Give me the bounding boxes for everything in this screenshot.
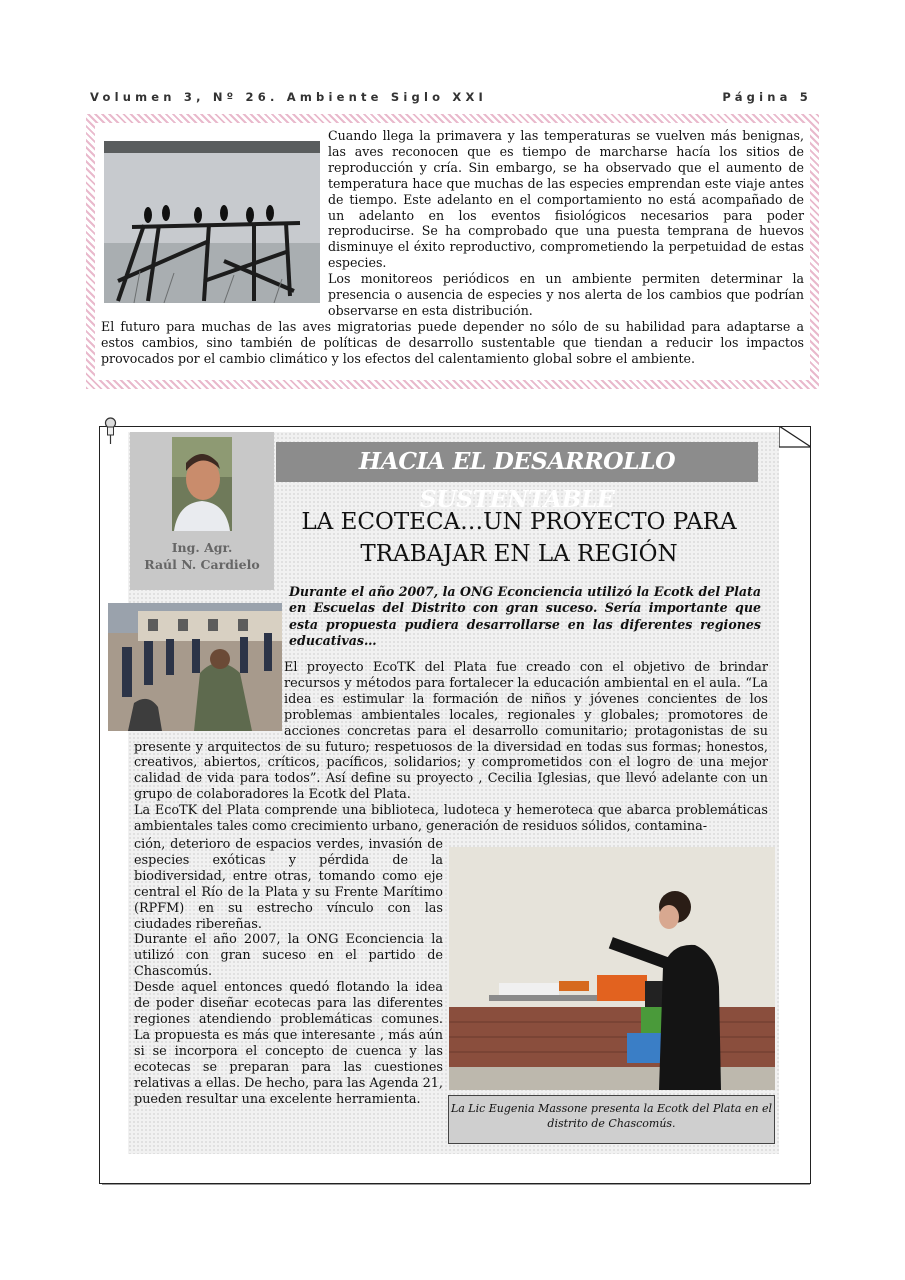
birds-article-content <box>95 123 810 380</box>
cormorants-photo <box>104 141 320 303</box>
birds-article-box <box>86 114 819 389</box>
article-lead: Durante el año 2007, la ONG Econciencia utilizó la Ecotk del Plata en Escuelas del Distrito con gran suceso. Sería importante que esta propuesta pudiera desarrollarse en las diferentes regiones educativas… <box>289 584 761 648</box>
photo-wrap-spacer <box>134 660 284 730</box>
page-header <box>90 90 812 106</box>
pushpin-icon <box>103 417 118 445</box>
page-fold-icon <box>779 426 811 448</box>
ecoteca-paragraph-1: El proyecto EcoTK del Plata fue creado con el objetivo de brindar recursos y métodos para fortalecer la educación ambiental en el aula. “La idea es estimular la formación de niños y jóvenes concientes de los problemas ambientales locales, regionales y globales; promotores de acciones concretas para el desarrollo comunitario; protagonistas de su presente y arquitectos de su futuro; respetuosos de la diversidad en todas sus formas; honestos, creativos, abiertos, críticos, pacíficos, solidarios; y comprometidos con el logro de una mejor calidad de vida para todos”. Así define su proyecto , Cecilia Iglesias, que llevó adelante con un grupo de colaboradores la Ecotk del Plata. <box>134 660 768 803</box>
ecoteca-paragraph-2: La EcoTK del Plata comprende una biblioteca, ludoteca y hemeroteca que abarca problemáticas ambientales tales como crecimiento urbano, generación de residuos sólidos, contamina- <box>134 803 768 835</box>
photo-caption: La Lic Eugenia Massone presenta la Ecotk del Plata en el distrito de Chascomús. <box>448 1095 775 1144</box>
article-body-top <box>134 660 768 835</box>
ecoteca-paragraph-3: ción, deterioro de espacios verdes, invasión de especies exóticas y pérdida de la biodiversidad, entre otras, tomando como eje central el Río de la Plata y su Frente Marítimo (RPFM) en su estrecho vínculo con las ciudades ribereñas. <box>134 837 443 932</box>
presentation-photo <box>449 847 775 1090</box>
ecoteca-paragraph-5: Desde aquel entonces quedó flotando la idea de poder diseñar ecotecas para las diferentes regiones atendiendo problemáticas comunes. La propuesta es más que interesante , más aún si se incorpora el concepto de cuenca y las ecotecas se preparan para las cuestiones relativas a ellas. De hecho, para las Agenda 21, pueden resultar una excelente herramienta. <box>134 980 443 1107</box>
article-body-bottom <box>134 837 443 1107</box>
birds-paragraph-3: El futuro para muchas de las aves migratorias puede depender no sólo de su habilidad para adaptarse a estos cambios, sino también de políticas de desarrollo sustentable que tiendan a reducir los impactos provocados por el cambio climático y los efectos del calentamiento global sobre el ambiente. <box>101 318 804 366</box>
issue-label: Volumen 3, Nº 26. Ambiente Siglo XXI <box>90 90 487 104</box>
author-card <box>130 432 274 590</box>
author-name <box>130 539 274 573</box>
birds-paragraph-1: Cuando llega la primavera y las temperaturas se vuelven más benignas, las aves reconocen que es tiempo de marcharse hacía los sitios de reproducción y cría. Sin embargo, se ha observado que el aumento de temperatura hace que muchas de las especies emprendan este viaje antes de tiempo. Este adelanto en el comportamiento no está acompañado de un adelanto en los eventos fisiológicos necesarios para poder reproducirse. Se ha comprobado que una puesta temprana de huevos disminuye el éxito reproductivo, comprometiendo la perpetuidad de estas especies. <box>328 128 804 271</box>
author-photo <box>172 437 232 531</box>
page-number: Página 5 <box>722 90 812 104</box>
author-fullname: Raúl N. Cardielo <box>144 557 260 572</box>
bottom-divider <box>102 1184 810 1185</box>
section-heading: HACIA EL DESARROLLO SUSTENTABLE <box>276 442 758 482</box>
article-title: LA ECOTECA…UN PROYECTO PARA TRABAJAR EN LA REGIÓN <box>301 509 737 567</box>
ecoteca-paragraph-4: Durante el año 2007, la ONG Econciencia la utilizó con gran suceso en el partido de Chascomús. <box>134 932 443 980</box>
birds-paragraph-2: Los monitoreos periódicos en un ambiente permiten determinar la presencia o ausencia de especies y nos alerta de los cambios que podrían observarse en esta distribución. <box>328 271 804 318</box>
author-title: Ing. Agr. <box>171 540 233 555</box>
